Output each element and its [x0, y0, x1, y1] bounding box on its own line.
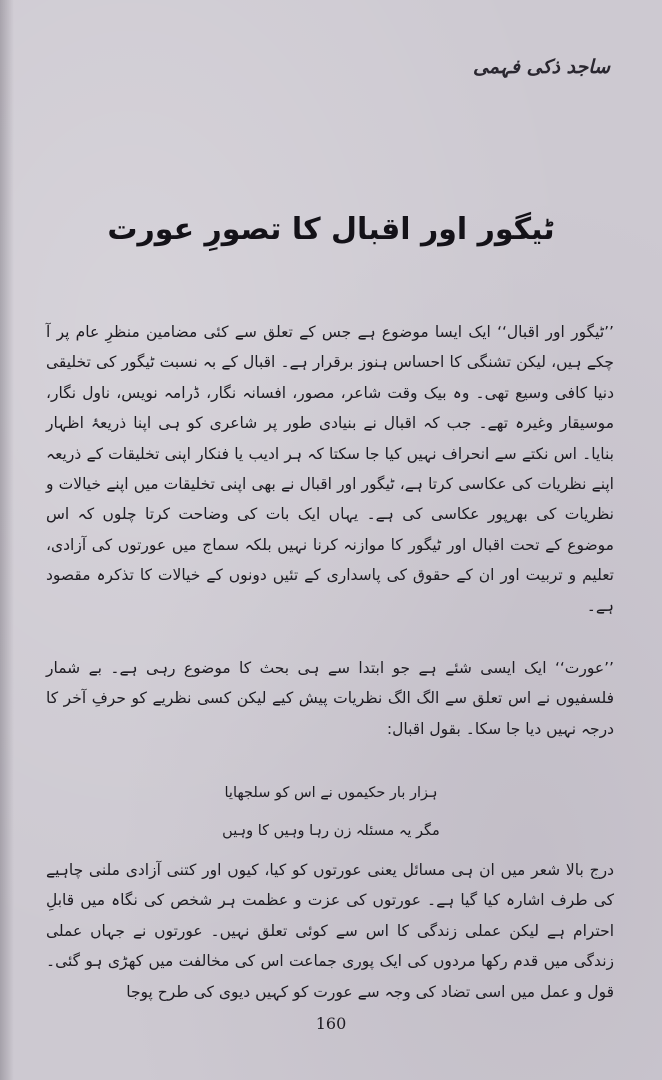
- paragraph-2: ’’عورت‘‘ ایک ایسی شئے ہے جو ابتدا سے ہی بحث کا موضوع رہی ہے۔ بے شمار فلسفیوں نے اس تعلق سے الگ الگ نظریات پیش کیے لیکن کسی نظریے کو حرفِ آخر کا درجہ نہیں دیا جا سکا۔ بقول اقبال:: [46, 659, 614, 738]
- poem-verse-2: مگر یہ مسئلہ زن رہا وہیں کا وہیں: [222, 823, 440, 839]
- chapter-title: ٹیگور اور اقبال کا تصورِ عورت: [107, 212, 555, 247]
- binding-shadow: [0, 0, 14, 1080]
- page-number: 160: [315, 1014, 347, 1033]
- poem-verse-1: ہزار بار حکیموں نے اس کو سلجھایا: [224, 785, 438, 801]
- running-head-author: ساجد ذکی فہمی: [472, 56, 610, 78]
- paragraph-1: ’’ٹیگور اور اقبال‘‘ ایک ایسا موضوع ہے جس کے تعلق سے کئی مضامین منظرِ عام پر آ چکے ہیں، لیکن تشنگی کا احساس ہنوز برقرار ہے۔ اقبال کے بہ نسبت ٹیگور کی تخلیقی دنیا کافی وسیع تھی۔ وہ بیک وقت شاعر، مصور، افسانہ نگار، ڈرامہ نویس، ناول نگار، موسیقار وغیرہ تھے۔ جب کہ اقبال نے بنیادی طور پر شاعری کو ہی اپنا ذریعۂ اظہار بنایا۔ اس نکتے سے انحراف نہیں کیا جا سکتا کہ ہر ادیب یا فنکار اپنی تخلیقات کے ذریعہ اپنے نظریات کی عکاسی کرتا ہے، ٹیگور اور اقبال نے بھی اپنی تخلیقات میں اپنے خیالات و نظریات کی بھرپور عکاسی کی ہے۔ یہاں ایک بات کی وضاحت کرتا چلوں کہ اس موضوع کے تحت اقبال اور ٹیگور کا موازنہ کرنا نہیں بلکہ سماج میں عورتوں کی آزادی، تعلیم و تربیت اور ان کے حقوق کی پاسداری کے تئیں دونوں کے خیالات کا تذکرہ مقصود ہے۔: [46, 323, 614, 615]
- paragraph-3: درج بالا شعر میں ان ہی مسائل یعنی عورتوں کو کیا، کیوں اور کتنی آزادی ملنی چاہیے کی طرف اشارہ کیا گیا ہے۔ عورتوں کی عزت و عظمت ہر شخص کی نگاہ میں قابلِ احترام ہے لیکن عملی زندگی کا اس سے کوئی تعلق نہیں۔ عورتوں نے جہاں عملی زندگی میں قدم رکھا مردوں کی ایک پوری جماعت اس کی مخالفت میں کھڑی ہو گئی۔ قول و عمل میں اسی تضاد کی وجہ سے عورت کو کہیں دیوی کی طرح پوجا: [46, 861, 614, 1001]
